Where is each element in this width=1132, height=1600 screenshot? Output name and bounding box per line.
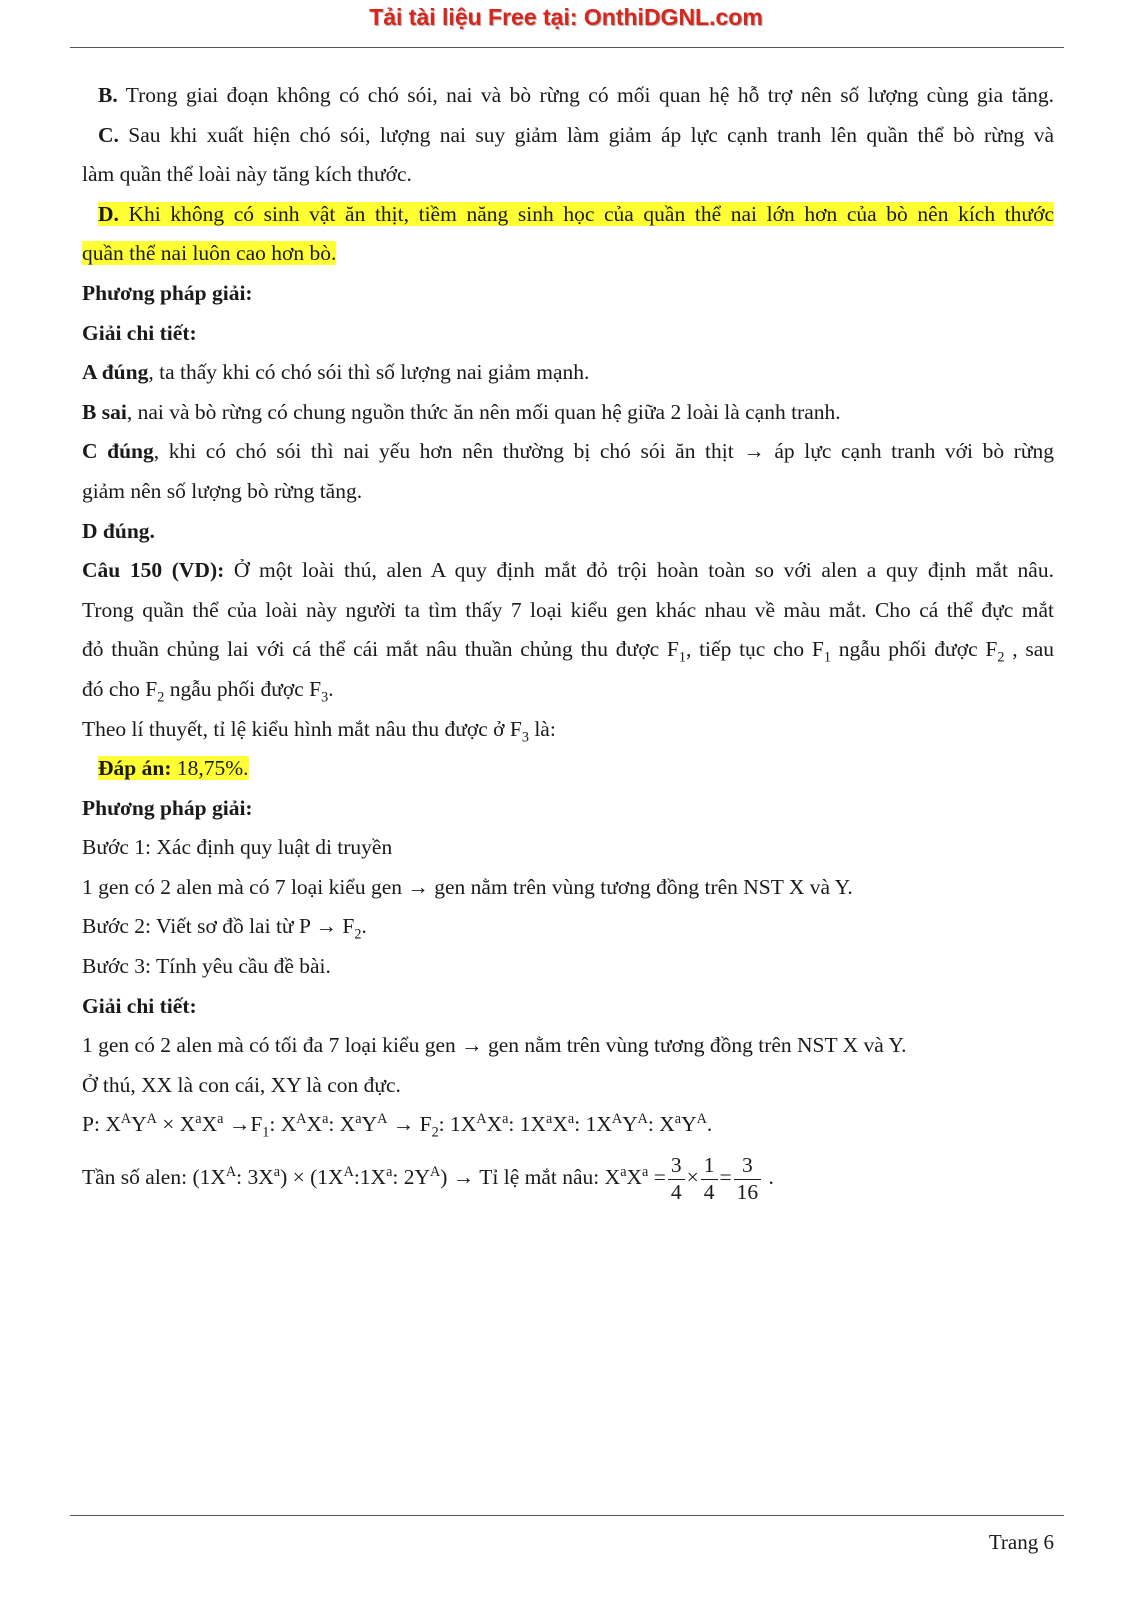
- explain-c-line-2: giảm nên số lượng bò rừng tăng.: [82, 478, 363, 503]
- page-content: [82, 76, 1054, 1205]
- site-banner[interactable]: Tải tài liệu Free tại: OnthiDGNL.com: [369, 4, 763, 30]
- question-150-line-4: đó cho $F_2$ ngẫu phối được $F_3$.: [82, 676, 334, 706]
- page-number: Trang 6: [988, 1530, 1054, 1554]
- fraction-one-quarter: $\frac{1}{4}$: [701, 1155, 718, 1203]
- step-2: Bước 2: Viết sơ đồ lai từ $P \to F_2$.: [82, 914, 367, 943]
- option-c-line-1: C. Sau khi xuất hiện chó sói, lượng nai suy giảm làm giảm áp lực cạnh tranh lên quần thể bò rừng và: [98, 122, 1054, 147]
- method-heading-1: Phương pháp giải:: [82, 280, 253, 305]
- question-150-line-2: Trong quần thể của loài này người ta tìm thấy 7 loại kiểu gen khác nhau về màu mắt. Cho cá thể đực mắt: [82, 597, 1054, 622]
- header-divider: [70, 47, 1064, 48]
- step-3: Bước 3: Tính yêu cầu đề bài.: [82, 954, 331, 979]
- cross-diagram: P: $X^AY^A \times X^aX^a \to F_1$: $X^AX^a$: $X^aY^A \to F_2$: $1X^AX^a$: $1X^aX^a$: $1X^AY^A$: $X^aY^A$.: [82, 1111, 713, 1141]
- detail-1: 1 gen có 2 alen mà có tối đa 7 loại kiểu gen → gen nằm trên vùng tương đồng trên NST X và Y.: [82, 1033, 907, 1058]
- question-150-line-3: đỏ thuần chủng lai với cá thể cái mắt nâu thuần chủng thu được $F_1$, tiếp tục cho $F_1$ ngẫu phối được $F_2$ , sau: [82, 637, 1055, 666]
- explain-a: A đúng, ta thấy khi có chó sói thì số lượng nai giảm mạnh.: [82, 360, 590, 385]
- option-c-line-2: làm quần thể loài này tăng kích thước.: [82, 162, 412, 187]
- explain-c-line-1: C đúng, khi có chó sói thì nai yếu hơn nên thường bị chó sói ăn thịt → áp lực cạnh tranh với bò rừng: [82, 439, 1054, 464]
- allele-frequency-formula: Tần số alen: ($1X^A$: $3X^a$) × ($1X^A:1X^a$: $2Y^A$) → Tỉ lệ mắt nâu: $X^aX^a$ = $\frac{3}{4}$ × $\frac{1}{4}$ = $\frac{3}{16}$ .: [82, 1153, 774, 1204]
- fraction-three-quarters: $\frac{3}{4}$: [668, 1155, 685, 1203]
- question-150-prompt: Theo lí thuyết, tỉ lệ kiểu hình mắt nâu thu được ở $F_3$ là:: [82, 716, 556, 745]
- fraction-three-sixteenths: $\frac{3}{16}$: [734, 1155, 762, 1203]
- question-150-line-1: Câu 150 (VD): Ở một loài thú, alen A quy định mắt đỏ trội hoàn toàn so với alen a quy định mắt nâu.: [82, 558, 1054, 583]
- detail-heading-1: Giải chi tiết:: [82, 320, 197, 345]
- answer: Đáp án: 18,75%.: [98, 756, 249, 781]
- step-1-detail: 1 gen có 2 alen mà có 7 loại kiểu gen → gen nằm trên vùng tương đồng trên NST X và Y.: [82, 874, 853, 899]
- detail-heading-2: Giải chi tiết:: [82, 993, 197, 1018]
- method-heading-2: Phương pháp giải:: [82, 795, 253, 820]
- footer-divider: [70, 1515, 1064, 1516]
- option-b: B. Trong giai đoạn không có chó sói, nai và bò rừng có mối quan hệ hỗ trợ nên số lượng cùng gia tăng.: [98, 83, 1054, 107]
- option-d-line-2: quần thể nai luôn cao hơn bò.: [82, 241, 337, 266]
- detail-2: Ở thú, XX là con cái, XY là con đực.: [82, 1072, 401, 1097]
- step-1: Bước 1: Xác định quy luật di truyền: [82, 835, 393, 860]
- option-d-line-1: D. Khi không có sinh vật ăn thịt, tiềm năng sinh học của quần thể nai lớn hơn của bò nên kích thước: [98, 201, 1054, 226]
- explain-d: D đúng.: [82, 518, 155, 543]
- explain-b: B sai, nai và bò rừng có chung nguồn thức ăn nên mối quan hệ giữa 2 loài là cạnh tranh.: [82, 399, 841, 424]
